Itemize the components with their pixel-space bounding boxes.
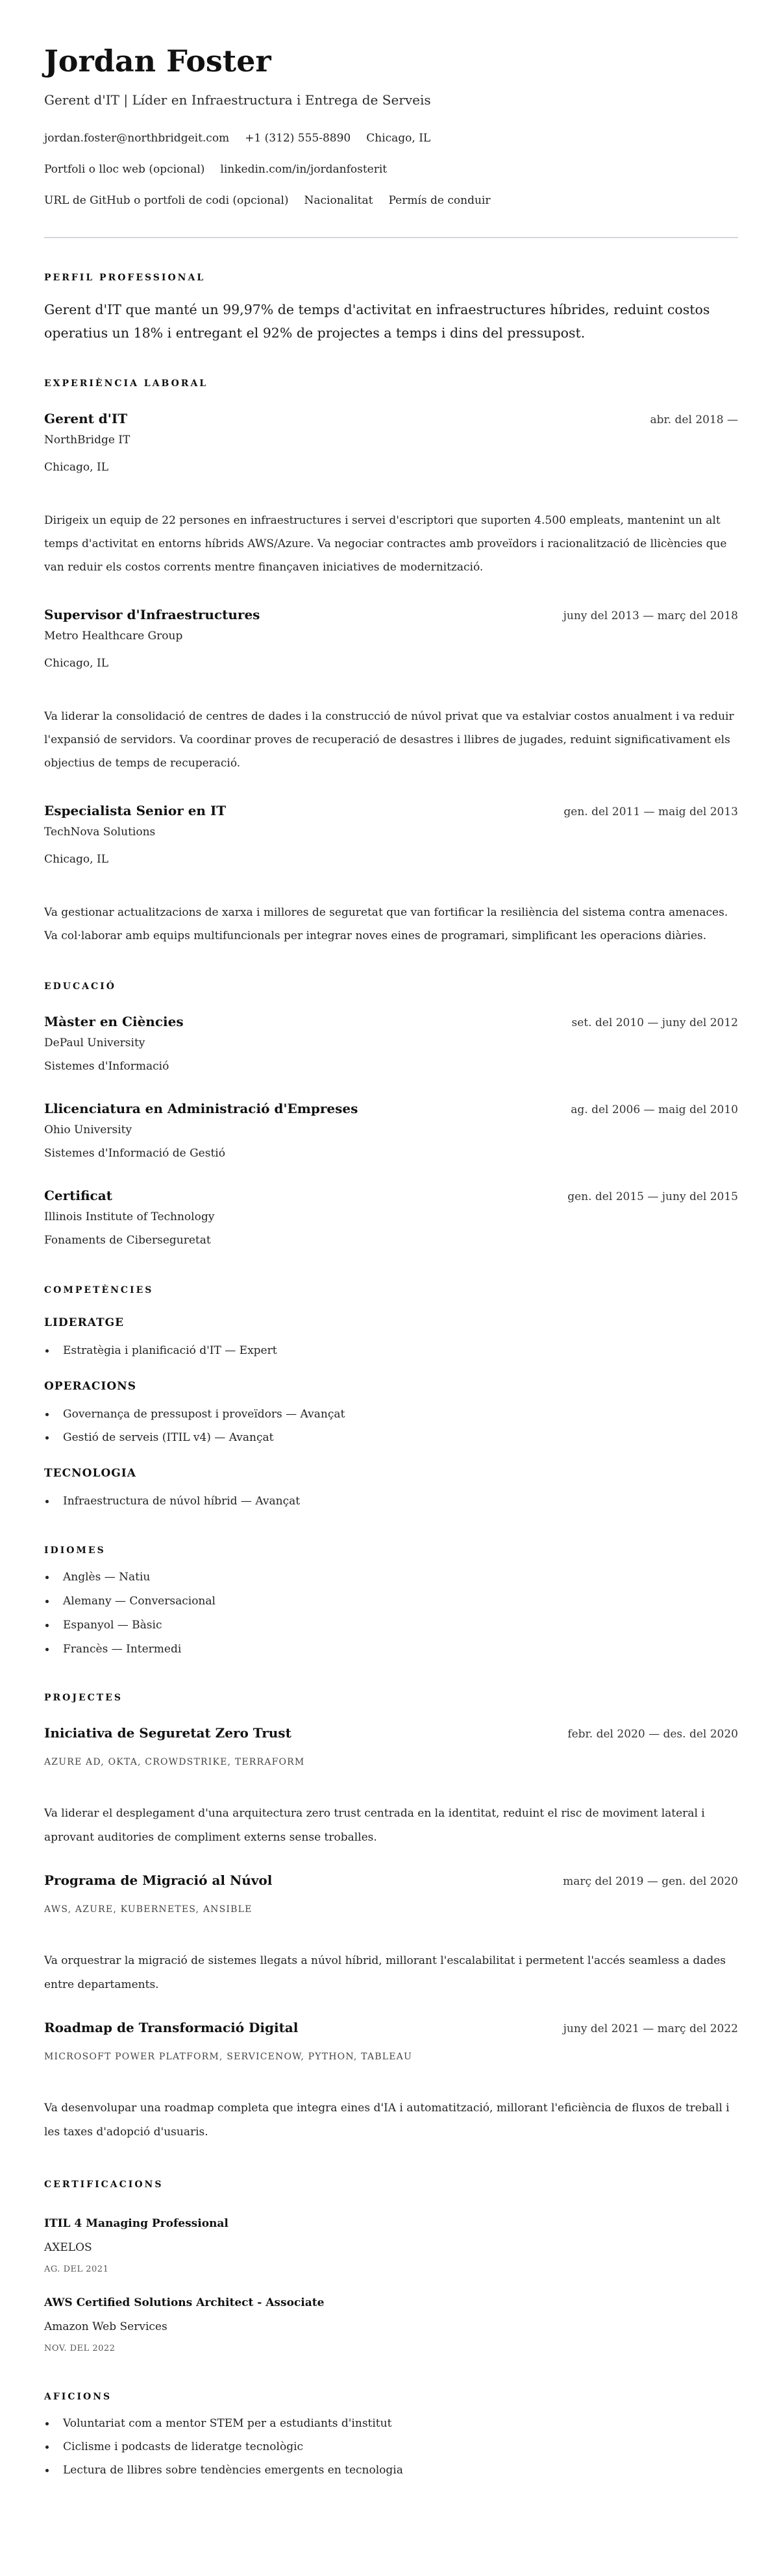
project-tags: MICROSOFT POWER PLATFORM, SERVICENOW, PYTHON, TABLEAU [44,2052,412,2062]
candidate-name: Jordan Foster [44,43,271,79]
project-title: Iniciativa de Seguretat Zero Trust [44,1725,291,1741]
certification-entry [44,2216,738,2275]
school: Illinois Institute of Technology [44,1210,215,1223]
education-date: set. del 2010 — juny del 2012 [571,1016,738,1029]
section-heading: PROJECTES [44,1693,123,1703]
section-heading: CERTIFICACIONS [44,2179,164,2190]
section-heading: EDUCACIÓ [44,981,116,992]
degree: Llicenciatura en Administració d'Empreses [44,1101,358,1116]
contact-row [44,162,738,177]
skill-group-heading: OPERACIONS [44,1380,136,1393]
languages-section [44,1544,738,1662]
project-entry [44,2019,738,2144]
job-title: Supervisor d'Infraestructures [44,607,260,622]
field-of-study: Fonaments de Ciberseguretat [44,1234,211,1247]
skill-item: Gestió de serveis (ITIL v4) — Avançat [44,1426,738,1449]
projects-section [44,1691,738,2144]
candidate-title: Gerent d'IT | Líder en Infraestructura i Entrega de Serveis [44,92,431,108]
certifications-section [44,2178,738,2355]
education-entry [44,1013,738,1074]
job-description: Va liderar la consolidació de centres de dades i la construcció de núvol privat que va estalviar costos anualment i va reduir l'expansió de servidors. Va coordinar proves de recuperació de desastres i llibres de jugades, reduint significativament els objectius de temps de recuperació. [44,710,734,770]
hobby-item: Voluntariat com a mentor STEM per a estudiants d'institut [44,2412,738,2435]
section-heading: PERFIL PROFESSIONAL [44,273,206,283]
job-description: Dirigeix un equip de 22 persones en infraestructures i servei d'escriptori que suporten 4.500 empleats, mantenint un alt temps d'activitat en entorns híbrids AWS/Azure. Va negociar contractes amb proveïdors i racionalització de llicències que van reduir els costos corrents mentre finançaven iniciatives de modernització. [44,514,727,574]
job-date: juny del 2013 — març del 2018 [563,609,738,622]
job-location: Chicago, IL [44,853,108,866]
job-description: Va gestionar actualitzacions de xarxa i millores de seguretat que van fortificar la resiliència del sistema contra amenaces. Va col·laborar amb equips multifuncionals per integrar noves eines de programari, simplificant les operacions diàries. [44,906,728,942]
project-description: Va orquestrar la migració de sistemes llegats a núvol híbrid, millorant l'escalabilitat i permetent l'accés seamless a dades entre departaments. [44,1954,726,1991]
education-entry [44,1187,738,1248]
project-tags: AWS, AZURE, KUBERNETES, ANSIBLE [44,1904,253,1915]
skill-list [44,1339,738,1362]
certification-date: NOV. DEL 2022 [44,2344,116,2353]
certification-date: AG. DEL 2021 [44,2264,109,2274]
job-entry [44,410,738,579]
language-list [44,1565,738,1662]
skill-group-heading: TECNOLOGIA [44,1467,136,1480]
skill-group-heading: LIDERATGE [44,1316,125,1329]
job-date: gen. del 2011 — maig del 2013 [563,805,738,818]
summary-text: Gerent d'IT que manté un 99,97% de temps d'activitat en infraestructures híbrides, reduint costos operatius un 18% i entregant el 92% de projectes a temps i dins del pressupost. [44,302,710,341]
section-heading: AFICIONS [44,2392,112,2402]
hobby-item: Ciclisme i podcasts de lideratge tecnològic [44,2435,738,2459]
project-title: Roadmap de Transformació Digital [44,2020,299,2035]
education-entry [44,1100,738,1161]
job-company: TechNova Solutions [44,826,156,839]
experience-section [44,377,738,948]
field-of-study: Sistemes d'Informació [44,1060,169,1073]
project-title: Programa de Migració al Núvol [44,1872,273,1888]
header-divider [44,237,738,238]
school: Ohio University [44,1123,132,1136]
contact-github[interactable]: URL de GitHub o portfoli de codi (opcional) [44,194,289,207]
skill-list [44,1490,738,1513]
project-date: juny del 2021 — març del 2022 [563,2022,738,2035]
contact-phone: +1 (312) 555-8890 [245,132,351,145]
job-title: Especialista Senior en IT [44,803,227,818]
contact-portfolio[interactable]: Portfoli o lloc web (opcional) [44,163,205,176]
section-heading: IDIOMES [44,1545,106,1556]
contact-nationality: Nacionalitat [304,194,373,207]
project-description: Va liderar el desplegament d'una arquitectura zero trust centrada en la identitat, reduint el risc de moviment lateral i aprovant auditories de compliment externs sense troballes. [44,1807,705,1844]
skills-section [44,1284,738,1513]
certification-name: AWS Certified Solutions Architect - Associate [44,2296,325,2309]
contact-location: Chicago, IL [366,132,431,145]
contact-linkedin[interactable]: linkedin.com/in/jordanfosterit [220,163,388,176]
field-of-study: Sistemes d'Informació de Gestió [44,1147,225,1160]
contact-email[interactable]: jordan.foster@northbridgeit.com [44,132,230,145]
skill-item: Infraestructura de núvol híbrid — Avançat [44,1490,738,1513]
education-section [44,980,738,1248]
job-location: Chicago, IL [44,461,108,474]
job-location: Chicago, IL [44,657,108,670]
job-date: abr. del 2018 — [650,413,738,426]
contact-row [44,193,738,208]
resume-header [44,43,738,208]
project-date: febr. del 2020 — des. del 2020 [567,1728,738,1741]
certification-name: ITIL 4 Managing Professional [44,2217,229,2230]
summary-section [44,271,738,345]
hobby-item: Lectura de llibres sobre tendències emergents en tecnologia [44,2459,738,2482]
certification-issuer: Amazon Web Services [44,2320,167,2333]
school: DePaul University [44,1037,145,1049]
language-item: Anglès — Natiu [44,1565,738,1589]
degree: Certificat [44,1188,112,1203]
contact-driving-license: Permís de conduir [388,194,491,207]
language-item: Francès — Intermedi [44,1638,738,1662]
skill-list [44,1403,738,1449]
job-entry [44,606,738,775]
job-title: Gerent d'IT [44,411,128,426]
job-entry [44,802,738,948]
project-description: Va desenvolupar una roadmap completa que integra eines d'IA i automatització, millorant l'eficiència de fluxos de treball i les taxes d'adopció d'usuaris. [44,2102,730,2139]
hobby-list [44,2412,738,2482]
certification-issuer: AXELOS [44,2241,92,2254]
certification-entry [44,2295,738,2355]
skill-item: Estratègia i planificació d'IT — Expert [44,1339,738,1362]
section-heading: EXPERIÈNCIA LABORAL [44,378,208,389]
job-company: NorthBridge IT [44,434,130,447]
hobbies-section [44,2390,738,2482]
section-heading: COMPETÈNCIES [44,1285,154,1295]
education-date: gen. del 2015 — juny del 2015 [567,1190,738,1203]
language-item: Alemany — Conversacional [44,1589,738,1613]
job-company: Metro Healthcare Group [44,630,183,643]
education-date: ag. del 2006 — maig del 2010 [571,1103,738,1116]
project-tags: AZURE AD, OKTA, CROWDSTRIKE, TERRAFORM [44,1757,305,1767]
project-entry [44,1724,738,1850]
contact-row [44,130,738,146]
degree: Màster en Ciències [44,1014,184,1029]
project-date: març del 2019 — gen. del 2020 [563,1875,738,1888]
language-item: Espanyol — Bàsic [44,1613,738,1638]
skill-item: Governança de pressupost i proveïdors — Avançat [44,1403,738,1426]
project-entry [44,1872,738,1997]
